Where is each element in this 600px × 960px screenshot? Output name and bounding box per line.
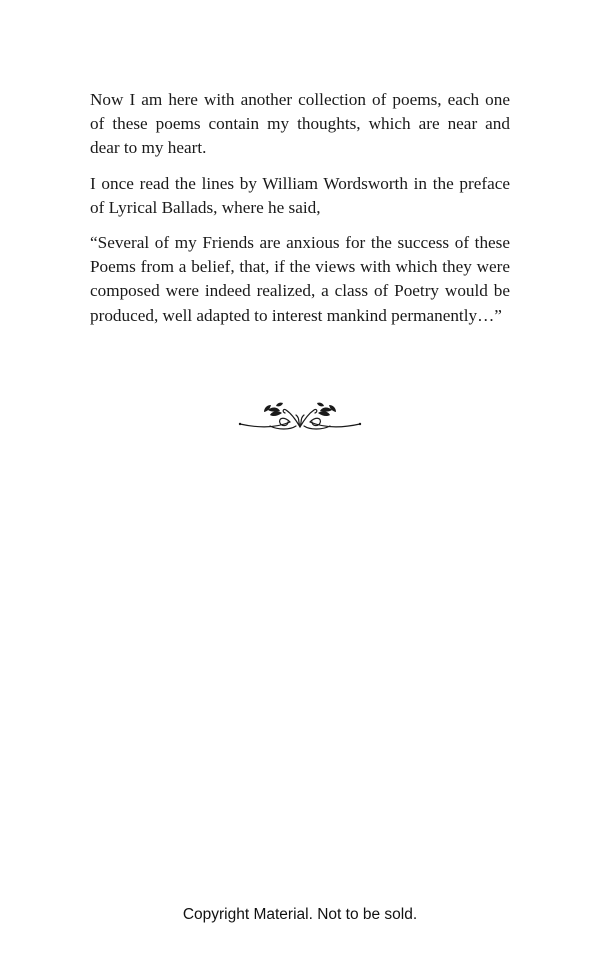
copyright-notice: Copyright Material. Not to be sold.: [182, 906, 418, 923]
paragraph-intro: Now I am here with another collection of poems, each one of these poems contain my thoughts, which are near and dear to my heart.: [90, 90, 510, 158]
paragraph-quotation: “Several of my Friends are anxious for the success of these Poems from a belief, that, if the views with which they were composed were indeed realized, a class of Poetry would be produced, well adapted to interest mankind permanently…”: [90, 233, 510, 325]
floral-divider-icon: [238, 400, 362, 434]
paragraph-wordsworth-reference: I once read the lines by William Wordsworth in the preface of Lyrical Ballads, where he said,: [90, 173, 510, 217]
body-text: [90, 88, 510, 339]
